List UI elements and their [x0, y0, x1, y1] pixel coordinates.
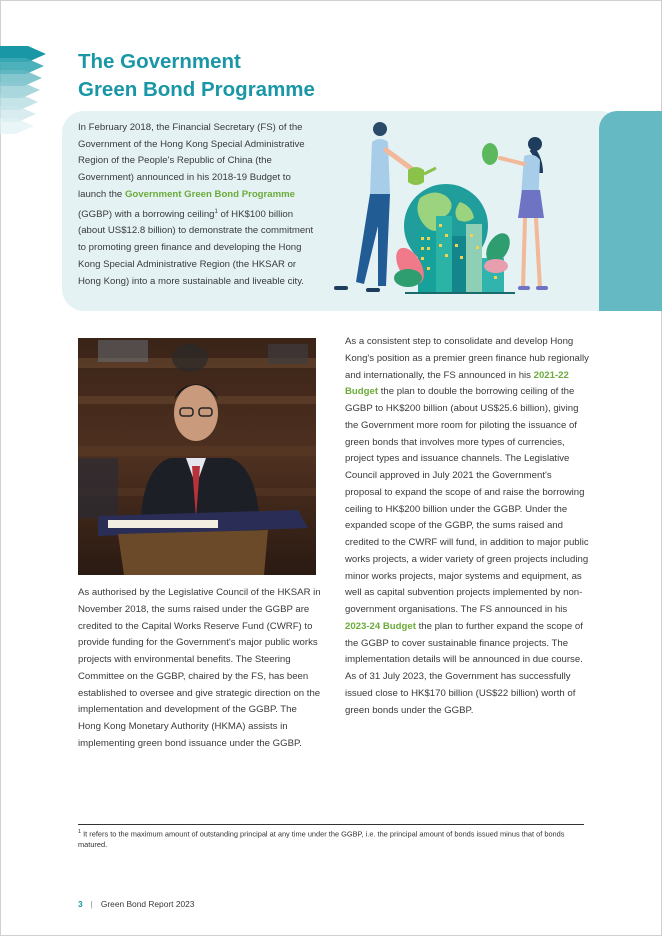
intro-text-2: (GGBP) with a borrowing ceiling — [78, 208, 215, 220]
page-number: 3 — [78, 899, 83, 909]
right-text-2: the plan to double the borrowing ceiling of the GGBP to HK$200 billion (about US$25.6 billion), giving the Government more room for piloting the issuance of green bonds that involves more types of currencies, project types and issuance channels. The Legislative Council approved in July 2021 the Government's proposal to expand the scope of and raise the borrowing ceiling to HK$200 billion under the GGBP. Under the expanded scope of the GGBP, the sums raised and credited to the CWRF will fund, in addition to major public works projects, a wider variety of green projects including minor works projects, major systems and equipment, as well as capital subvention projects implemented by non-government organisations. The FS announced in his — [345, 386, 589, 615]
intro-paragraph — [78, 120, 316, 290]
intro-text-1: In February 2018, the Financial Secretary (FS) of the Government of the Hong Kong Special Administrative Region of the People's Republic of China (the Government) announced in his 2018-19 Budget to launch the — [78, 122, 305, 200]
side-tab-decoration — [599, 111, 662, 311]
page-title — [78, 48, 315, 104]
footnote-text: It refers to the maximum amount of outstanding principal at any time under the GGBP, i.e. the principal amount of bonds issued minus that of bonds matured. — [78, 829, 565, 849]
right-column-text — [345, 334, 590, 719]
title-line-2: Green Bond Programme — [78, 78, 315, 101]
footnote-ref: 1 — [214, 208, 218, 215]
report-title: Green Bond Report 2023 — [100, 899, 195, 909]
footnote-divider — [78, 824, 584, 825]
speaker-photo — [78, 338, 316, 575]
intro-text-3: of HK$100 billion (about US$12.8 billion) to demonstrate the commitment to promoting green finance and developing the Hong Kong Special Administrative Region (the HKSAR or Hong Kong) into a more sustainable and liveable city. — [78, 208, 314, 287]
chevron-stack-decoration — [0, 44, 50, 134]
page-footer — [78, 899, 194, 909]
footnote-mark: 1 — [78, 829, 82, 835]
budget-2023-highlight: 2023-24 Budget — [345, 620, 416, 632]
footer-separator: | — [90, 899, 93, 909]
right-text-3: the plan to further expand the scope of the GGBP to cover sustainable finance projects. The implementation details will be announced in due course. As of 31 July 2023, the Government has successfully issued close to HK$170 billion (US$22 billion) worth of green bonds under the GGBP. — [345, 620, 583, 716]
footnote — [78, 827, 578, 850]
budget-2021-highlight: 2021-22 Budget — [345, 369, 569, 398]
title-line-1: The Government — [78, 50, 241, 73]
left-column-text: As authorised by the Legislative Council of the HKSAR in November 2018, the sums raised under the GGBP are credited to the Capital Works Reserve Fund (CWRF) to provide funding for the Government's major public works projects with environmental benefits. The Steering Committee on the GGBP, chaired by the FS, has been established to oversee and give strategic direction on the implementation and development of the GGBP. The Hong Kong Monetary Authority (HKMA) assists in implementing green bond issuance under the GGBP. — [78, 587, 321, 749]
green-city-illustration — [320, 116, 560, 301]
right-text-1: As a consistent step to consolidate and develop Hong Kong's position as a premier green finance hub regionally and internationally, the FS announced in his — [345, 336, 589, 381]
ggbp-highlight: Government Green Bond Programme — [124, 188, 296, 200]
